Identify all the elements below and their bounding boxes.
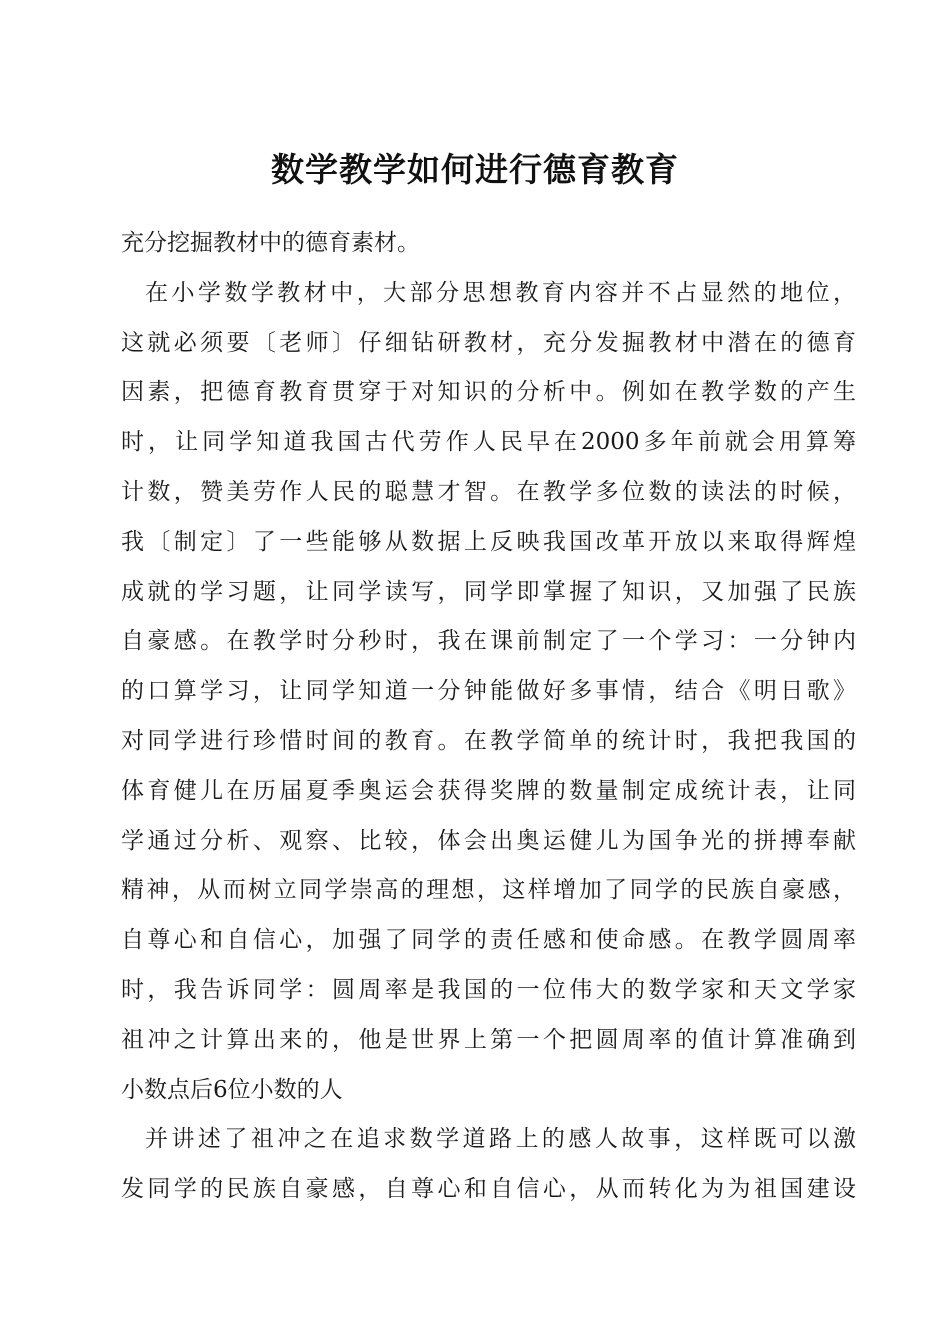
text-line: 精神，从而树立同学崇高的理想，这样增加了同学的民族自豪感， — [121, 877, 856, 904]
text-line: 自尊心和自信心，加强了同学的责任感和使命感。在教学圆周率 — [121, 927, 856, 954]
text-line: 自豪感。在教学时分秒时，我在课前制定了一个学习：一分钟内 — [121, 628, 856, 655]
text-line: 的口算学习，让同学知道一分钟能做好多事情，结合《明日歌》 — [121, 678, 856, 705]
text-line: 时，我告诉同学：圆周率是我国的一位伟大的数学家和天文学家 — [121, 976, 856, 1003]
text-line: 并讲述了祖冲之在追求数学道路上的感人故事，这样既可以激 — [145, 1126, 856, 1153]
text-line: 小数点后6位小数的人 — [121, 1076, 343, 1103]
text-line: 成就的学习题，让同学读写，同学即掌握了知识，又加强了民族 — [121, 578, 856, 605]
text-line: 这就必须要〔老师〕仔细钻研教材，充分发掘教材中潜在的德育 — [121, 329, 856, 356]
document-body — [121, 219, 856, 1215]
text-line: 时，让同学知道我国古代劳作人民早在2000多年前就会用算筹 — [121, 429, 856, 456]
text-line: 充分挖掘教材中的德育素材。 — [121, 230, 420, 256]
text-line: 计数，赞美劳作人民的聪慧才智。在教学多位数的读法的时候， — [121, 478, 856, 505]
text-line: 体育健儿在历届夏季奥运会获得奖牌的数量制定成统计表，让同 — [121, 777, 856, 804]
document-title: 数学教学如何进行德育教育 — [271, 150, 679, 189]
text-line: 因素，把德育教育贯穿于对知识的分析中。例如在教学数的产生 — [121, 379, 856, 406]
text-line: 对同学进行珍惜时间的教育。在教学简单的统计时，我把我国的 — [121, 727, 856, 754]
text-line: 学通过分析、观察、比较，体会出奥运健儿为国争光的拼搏奉献 — [121, 827, 856, 854]
text-line: 在小学数学教材中，大部分思想教育内容并不占显然的地位， — [145, 279, 856, 306]
text-line: 发同学的民族自豪感，自尊心和自信心，从而转化为为祖国建设 — [121, 1176, 856, 1203]
text-line: 我〔制定〕了一些能够从数据上反映我国改革开放以来取得辉煌 — [121, 528, 856, 555]
text-line: 祖冲之计算出来的，他是世界上第一个把圆周率的值计算准确到 — [121, 1026, 856, 1053]
